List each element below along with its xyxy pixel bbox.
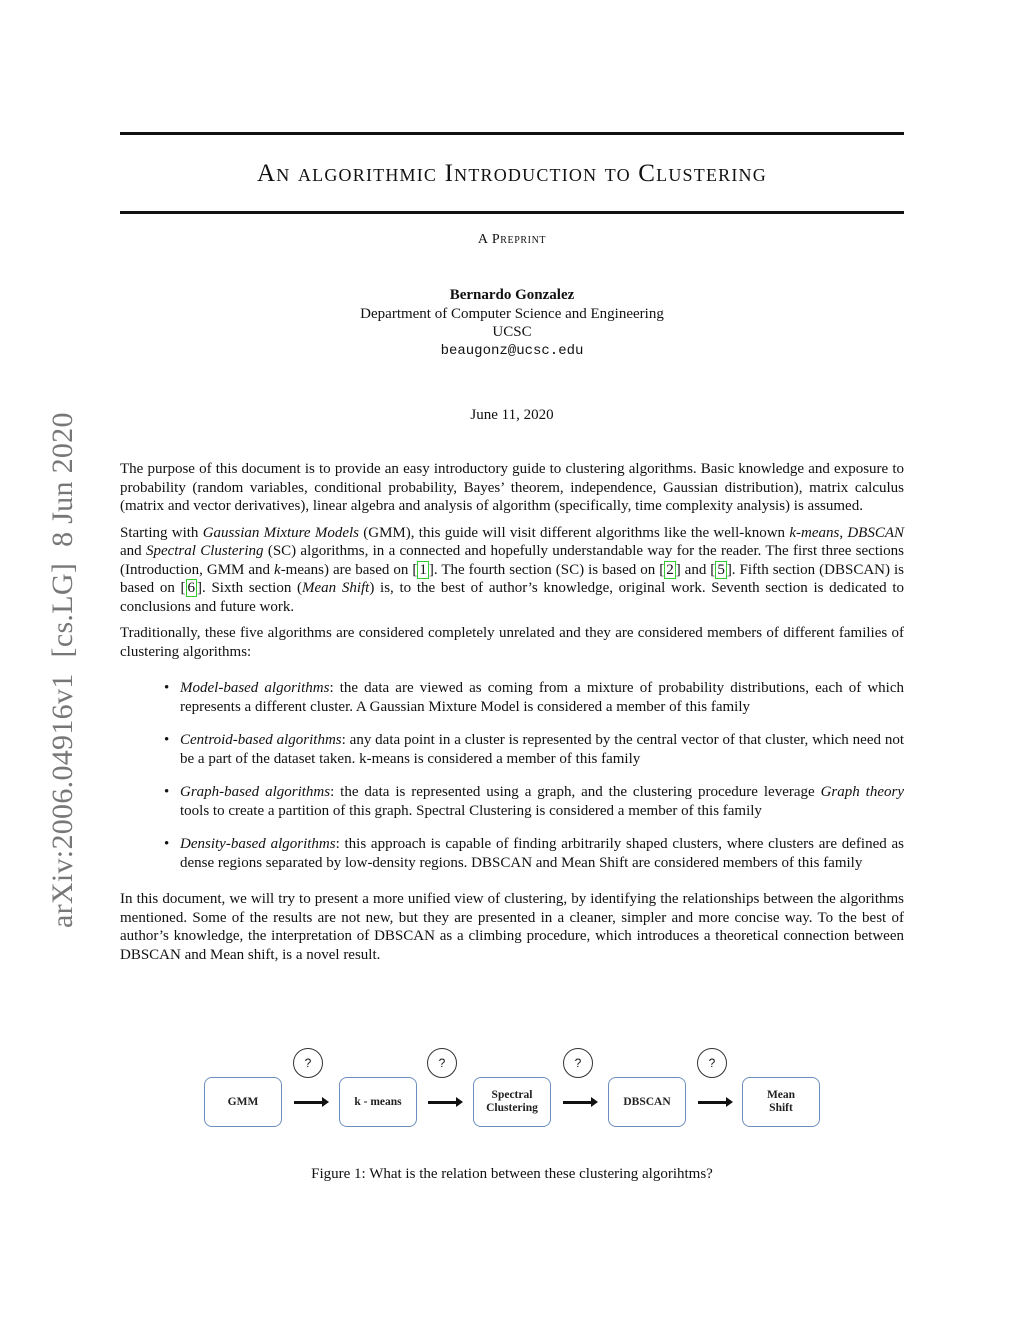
list-item: • Density-based algorithms: this approach is capable of finding arbitrarily shaped clusters, where clusters are defined as dense regions separated by low-density regions. DBSCAN and Mean Shift are considered members of this family	[164, 836, 904, 871]
arrow-right-icon	[294, 1101, 324, 1104]
citation-link[interactable]: 1	[419, 561, 427, 578]
citation-link[interactable]: 6	[187, 580, 196, 596]
list-item: • Centroid-based algorithms: any data point in a cluster is represented by the central vector of that cluster, which need not be a part of the dataset taken. k-means is considered a member of this family	[164, 732, 904, 767]
list-item: • Graph-based algorithms: the data is represented using a graph, and the clustering procedure leverage Graph theory tools to create a partition of this graph. Spectral Clustering is considered a member of this family	[164, 784, 905, 819]
arrow-right-icon	[428, 1101, 458, 1104]
author-name: Bernardo Gonzalez	[449, 287, 575, 303]
author-email[interactable]: beaugonz@ucsc.edu	[440, 342, 584, 359]
box-kmeans: k - means	[339, 1077, 417, 1127]
bullet-icon: •	[164, 732, 170, 748]
paragraph-families-intro: Traditionally, these five algorithms are considered completely unrelated and they are considered members of different families of clustering algorithms:	[120, 625, 904, 660]
box-spectral-clustering: Spectral Clustering	[473, 1077, 551, 1127]
list-item: • Model-based algorithms: the data are viewed as coming from a mixture of probability distributions, each of which represents a different cluster. A Gaussian Mixture Model is considered a member of this family	[164, 680, 905, 715]
bullet-icon: •	[164, 784, 170, 800]
paper-title: An algorithmic Introduction to Clustering	[257, 160, 767, 187]
paragraph-unified-view: In this document, we will try to present a more unified view of clustering, by identifying the relationships between the algorithms mentioned. Some of the results are not new, but they are presented in a cleaner, simpler and more concise way. To the best of author’s knowledge, the interpretation of DBSCAN as a climbing procedure, which introduces a theoretical connection between DBSCAN and Mean shift, is a novel result.	[120, 891, 904, 963]
citation-link[interactable]: 2	[666, 561, 674, 578]
top-rule	[120, 132, 904, 135]
author-department: Department of Computer Science and Engineering	[360, 305, 664, 322]
author-block	[120, 286, 904, 360]
families-list	[120, 679, 904, 872]
paragraph-purpose: The purpose of this document is to provide an easy introductory guide to clustering algorithms. Basic knowledge and exposure to probability (random variables, conditional probability, Bayes’ theorem, independence, Gaussian distribution), matrix calculus (matrix and vector derivatives), linear algebra and analysis of algorithm (specifically, time complexity analysis) is assumed.	[120, 461, 904, 514]
bullet-icon: •	[164, 836, 170, 852]
question-circle: ?	[293, 1048, 323, 1078]
question-circle: ?	[563, 1048, 593, 1078]
figure-caption: Figure 1: What is the relation between these clustering algorihtms?	[311, 1166, 713, 1182]
arrow-right-icon	[698, 1101, 728, 1104]
paper-date: June 11, 2020	[470, 407, 554, 423]
box-dbscan: DBSCAN	[608, 1077, 686, 1127]
box-gmm: GMM	[204, 1077, 282, 1127]
abstract-body	[120, 460, 904, 972]
arrow-right-icon	[563, 1101, 593, 1104]
citation-link[interactable]: 5	[717, 561, 725, 578]
figure-1-diagram	[196, 1044, 836, 1144]
arxiv-date: 8 Jun 2020	[46, 412, 79, 547]
question-circle: ?	[697, 1048, 727, 1078]
arxiv-id: arXiv:2006.04916v1	[46, 673, 79, 928]
paragraph-outline: Starting with Gaussian Mixture Models (GMM), this guide will visit different algorithms like the well-known k-means, DBSCAN and Spectral Clustering (SC) algorithms, in a connected and hopefully understandable way for the reader. The first three sections (Introduction, GMM and k-means) are based on [ 1 ]. The fourth section (SC) is based on [ 2 ] and [ 5 ]. Fifth section (DBSCAN) is based on [ 6 ]. Sixth section (Mean Shift) is, to the best of author’s knowledge, original work. Seventh section is dedicated to conclusions and future work.	[120, 524, 904, 615]
author-institution: UCSC	[492, 324, 532, 340]
box-mean-shift: Mean Shift	[742, 1077, 820, 1127]
arxiv-category: [cs.LG]	[46, 562, 79, 658]
arxiv-sidebar-stamp	[46, 412, 80, 928]
preprint-label: A Preprint	[477, 232, 547, 247]
bullet-icon: •	[164, 680, 170, 696]
question-circle: ?	[427, 1048, 457, 1078]
title-bottom-rule	[120, 211, 904, 214]
